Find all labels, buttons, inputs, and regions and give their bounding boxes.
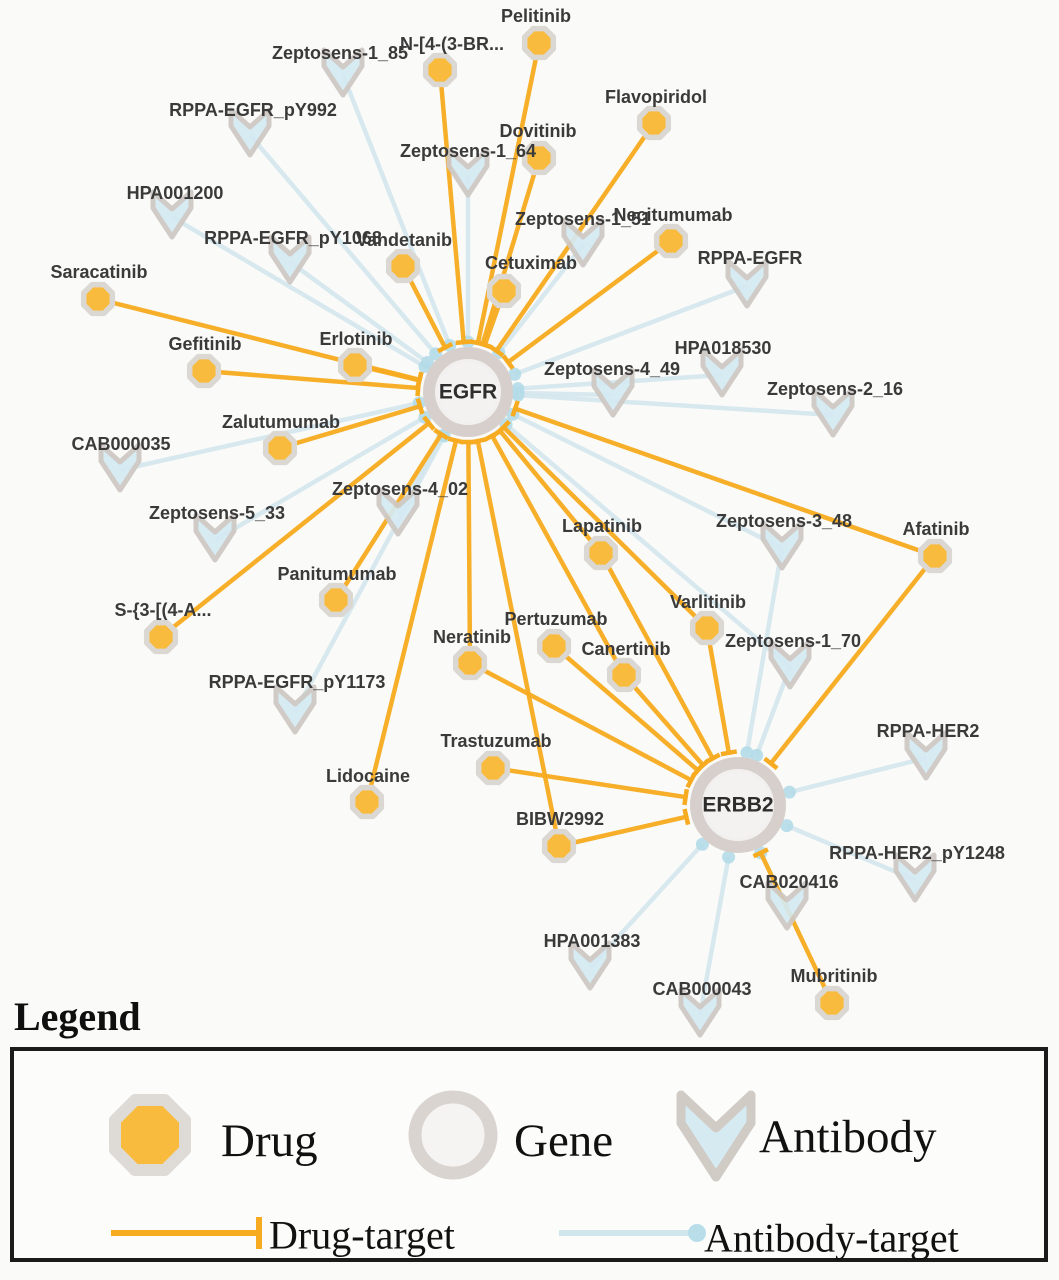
drug-label-canertinib: Canertinib — [581, 639, 671, 659]
legend-gene-label: Gene — [514, 1115, 614, 1167]
gene-label-erbb2: ERBB2 — [702, 793, 774, 817]
legend-antibody-target-label: Antibody-target — [704, 1215, 959, 1261]
drug-label-varlitinib: Varlitinib — [669, 592, 747, 612]
drug-label-erlotinib: Erlotinib — [319, 329, 393, 349]
drug-node-lapatinib[interactable] — [587, 539, 616, 568]
drug-node-varlitinib[interactable] — [693, 614, 722, 643]
antibody-label-zeptosens-1-51: Zeptosens-1_51 — [514, 209, 652, 229]
drug-node-afatinib[interactable] — [921, 542, 950, 571]
gene-label-egfr: EGFR — [438, 380, 498, 404]
drug-label-bibw2992: BIBW2992 — [515, 809, 605, 829]
antibody-label-zeptosens-4-02: Zeptosens-4_02 — [331, 479, 469, 499]
antibody-label-cab000043: CAB000043 — [652, 979, 752, 999]
drug-label-dovitinib: Dovitinib — [499, 121, 577, 141]
edge-drug-target — [624, 675, 709, 770]
drug-label-flavopiridol: Flavopiridol — [604, 87, 708, 107]
legend-box — [10, 1047, 1048, 1262]
drug-target-legend-icon — [107, 1211, 277, 1255]
drug-label-lapatinib: Lapatinib — [562, 516, 642, 536]
antibody-node-rppa-egfr-py1173[interactable] — [276, 687, 314, 732]
drug-label-lidocaine: Lidocaine — [325, 766, 411, 786]
antibody-label-zeptosens-1-85: Zeptosens-1_85 — [271, 43, 409, 63]
drug-label-neratinib: Neratinib — [432, 627, 512, 647]
drug-node-neratinib[interactable] — [456, 649, 485, 678]
antibody-legend-icon — [669, 1081, 763, 1193]
antibody-label-rppa-her2-py1248: RPPA-HER2_pY1248 — [829, 843, 1005, 863]
drug-node-pertuzumab[interactable] — [540, 632, 569, 661]
drug-label-vandetanib: Vandetanib — [355, 230, 453, 250]
drug-node-zalutumumab[interactable] — [266, 434, 295, 463]
antibody-label-hpa018530: HPA018530 — [674, 338, 772, 358]
drug-node-gefitinib[interactable] — [190, 357, 219, 386]
gene-node-erbb2[interactable] — [696, 763, 780, 847]
antibody-label-zeptosens-4-49: Zeptosens-4_49 — [543, 359, 681, 379]
drug-label-panitumumab: Panitumumab — [277, 564, 397, 584]
antibody-label-zeptosens-2-16: Zeptosens-2_16 — [766, 379, 904, 399]
drug-label-pelitinib: Pelitinib — [500, 6, 572, 26]
antibody-label-rppa-egfr-py1068: RPPA-EGFR_pY1068 — [204, 228, 382, 248]
drug-node-lidocaine[interactable] — [353, 788, 382, 817]
drug-node-panitumumab[interactable] — [322, 586, 351, 615]
legend-drug-target-label: Drug-target — [269, 1212, 455, 1258]
antibody-label-zeptosens-1-70: Zeptosens-1_70 — [724, 631, 862, 651]
antibody-target-legend-icon — [555, 1211, 725, 1255]
drug-label-mubritinib: Mubritinib — [790, 966, 878, 986]
drug-node-canertinib[interactable] — [610, 661, 639, 690]
drug-node-trastuzumab[interactable] — [479, 754, 508, 783]
drug-label-trastuzumab: Trastuzumab — [440, 731, 552, 751]
legend-antibody-label: Antibody — [759, 1111, 937, 1163]
drug-node-flavopiridol[interactable] — [640, 109, 669, 138]
drug-label-zalutumumab: Zalutumumab — [221, 412, 341, 432]
antibody-label-zeptosens-3-48: Zeptosens-3_48 — [715, 511, 853, 531]
antibody-label-zeptosens-5-33: Zeptosens-5_33 — [148, 503, 286, 523]
drug-node-cetuximab[interactable] — [490, 277, 519, 306]
drug-label-s-3-4-a: S-{3-[(4-A... — [114, 600, 212, 620]
drug-node-necitumumab[interactable] — [657, 227, 686, 256]
drug-node-n-4-3-br[interactable] — [426, 56, 455, 85]
drug-label-pertuzumab: Pertuzumab — [504, 609, 608, 629]
drug-label-saracatinib: Saracatinib — [50, 262, 148, 282]
drug-legend-icon — [94, 1079, 206, 1191]
drug-label-necitumumab: Necitumumab — [613, 205, 733, 225]
edge-drug-target — [493, 768, 687, 805]
edge-antibody-target — [783, 758, 926, 799]
drug-node-pelitinib[interactable] — [525, 29, 554, 58]
antibody-label-rppa-her2: RPPA-HER2 — [876, 721, 980, 741]
drug-node-vandetanib[interactable] — [389, 252, 418, 281]
drug-node-erlotinib[interactable] — [341, 351, 370, 380]
antibody-label-rppa-egfr: RPPA-EGFR — [697, 248, 803, 268]
gene-node-egfr[interactable] — [429, 353, 507, 431]
legend-title: Legend — [14, 994, 141, 1039]
drug-node-bibw2992[interactable] — [545, 832, 574, 861]
drug-node-saracatinib[interactable] — [84, 285, 113, 314]
drug-label-afatinib: Afatinib — [902, 519, 970, 539]
drug-label-gefitinib: Gefitinib — [168, 334, 242, 354]
antibody-label-rppa-egfr-py1173: RPPA-EGFR_pY1173 — [208, 672, 386, 692]
antibody-label-hpa001200: HPA001200 — [126, 183, 224, 203]
drug-node-s-3-4-a[interactable] — [147, 623, 176, 652]
antibody-label-zeptosens-1-64: Zeptosens-1_64 — [399, 141, 537, 161]
drug-label-n-4-3-br: N-[4-(3-BR... — [400, 34, 504, 54]
legend-drug-label: Drug — [221, 1115, 318, 1167]
antibody-label-cab000035: CAB000035 — [71, 434, 171, 454]
drug-node-mubritinib[interactable] — [818, 989, 847, 1018]
antibody-label-cab020416: CAB020416 — [739, 872, 839, 892]
antibody-label-rppa-egfr-py992: RPPA-EGFR_pY992 — [169, 100, 337, 120]
gene-legend-icon — [403, 1085, 503, 1185]
drug-label-cetuximab: Cetuximab — [484, 253, 578, 273]
antibody-label-hpa001383: HPA001383 — [543, 931, 641, 951]
